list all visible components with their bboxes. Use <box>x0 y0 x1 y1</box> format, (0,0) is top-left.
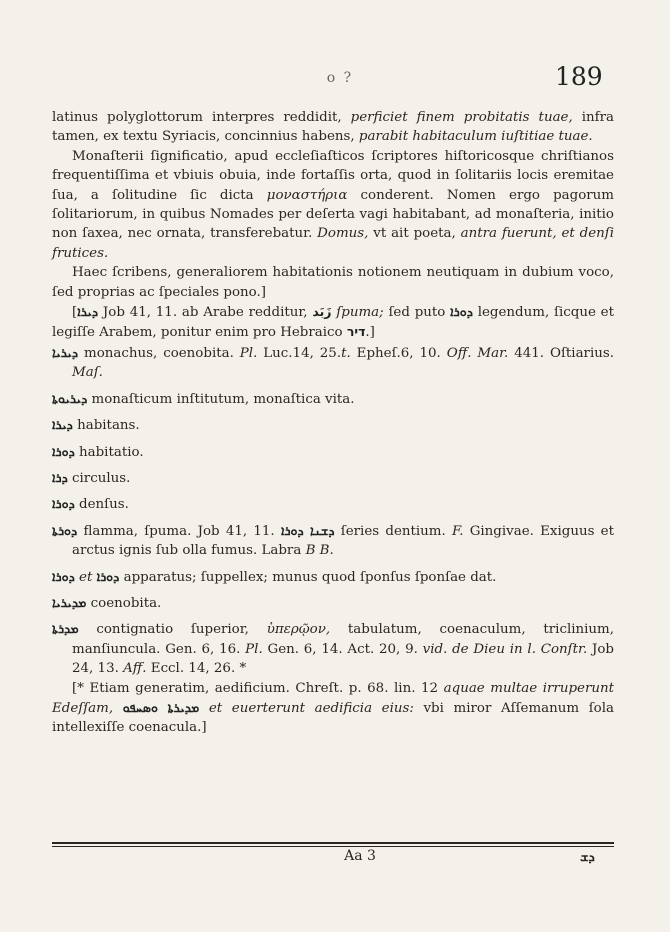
italic-text: ſpuma; <box>336 305 384 321</box>
catchword: ܕܫ <box>580 850 595 865</box>
syriac-word: ܘܣܚܦܘ <box>122 699 159 715</box>
text: monachus, coenobita. <box>78 345 240 361</box>
text: Eccl. 14, 26. * <box>146 661 247 677</box>
greek-word: μοναστήρια <box>266 187 348 203</box>
lexicon-entry <box>52 415 614 435</box>
lexicon-entry <box>52 567 614 587</box>
footer-rule-thin <box>52 846 614 847</box>
text: circulus. <box>67 470 131 486</box>
italic-text: Domus, <box>317 226 369 242</box>
syriac-word: ܕܘܪܐ <box>450 304 473 320</box>
text <box>113 701 123 716</box>
text: infra tamen, ex textu Syriacis, concinnius habens, <box>52 110 614 145</box>
italic-text: B B. <box>305 543 334 559</box>
syriac-headword: ܕܝܪܝܘܬܐ <box>52 390 88 406</box>
italic-text: et euerterunt aedificia eius: <box>208 700 414 716</box>
text: Gen. 6, 14. Act. 20, 9. <box>262 641 423 657</box>
syriac-word: ܡܕܝܪܬܐ <box>167 699 200 715</box>
lexicon-entry <box>52 442 614 462</box>
lexicon-entry <box>52 619 614 678</box>
syriac-headword: ܕܝܪܐ <box>52 417 73 433</box>
italic-text: F. <box>451 523 464 539</box>
paragraph-continuation <box>52 108 614 147</box>
text: ſed puto <box>383 305 451 321</box>
italic-text: aquae multae irruperunt Edeſſam, <box>52 680 614 716</box>
syriac-headword: ܕܘܪܐ <box>52 496 75 512</box>
hebrew-word: דיר <box>346 324 366 340</box>
text: ſeries dentium. <box>334 523 452 539</box>
syriac-word: ܕܘܪܐ <box>96 568 120 584</box>
italic-text: t. <box>341 345 351 361</box>
italic-text: Aff. <box>123 661 147 677</box>
page-number: 189 <box>555 62 603 91</box>
syriac-word: ܕܝܪܐ <box>77 304 99 320</box>
text: vbi miror Aſſemanum ſola intellexiſſe coenacula.] <box>52 700 614 736</box>
italic-text: antra fuerunt, et denſi frutices. <box>52 226 614 261</box>
text: habitatio. <box>74 444 144 460</box>
greek-word: ὑπερῷον, <box>266 622 331 638</box>
lexicon-entry <box>52 521 614 561</box>
text: Gingivae. Exiguus et arctus ignis ſub olla fumus. Labra <box>72 523 614 559</box>
lexicon-entry <box>52 468 614 488</box>
text: latinus polyglottorum interpres reddidit, <box>52 110 351 125</box>
syriac-headword: ܕܘܪܐ <box>52 443 75 459</box>
italic-text: Pl. <box>239 345 258 361</box>
syriac-headword: ܕܘܪܐ <box>52 568 75 584</box>
text <box>158 701 168 716</box>
lexicon-entry <box>52 389 614 409</box>
text: 441. Oſtiarius. <box>508 345 614 361</box>
text: Luc.14, 25. <box>257 345 342 361</box>
text: denſus. <box>74 497 129 513</box>
text: conderent. Nomen ergo pagorum ſolitariorum, in quibus Nomades per deſerta vagi habitabant, ad monaſteria, initio non ſaxea, nec ornata, transferebatur. <box>52 187 614 242</box>
syriac-headword: ܕܘܪܬܐ <box>52 522 78 538</box>
text: Job 41, 11. ab Arabe redditur, <box>98 305 313 321</box>
text: .] <box>365 325 375 341</box>
text: flamma, ſpuma. Job 41, 11. <box>77 523 281 539</box>
text: monaſticum inſtitutum, monaſtica vita. <box>87 391 355 407</box>
text: [ <box>72 305 78 321</box>
lexicon-entry <box>52 343 614 383</box>
italic-text: Pl. <box>245 641 263 657</box>
paragraph-monasterii <box>52 147 614 263</box>
syriac-headword: ܡܕܪܬܐ <box>52 621 79 637</box>
lexicon-entry <box>52 494 614 514</box>
paragraph-footnote <box>52 679 614 738</box>
text: Job 24, 13. <box>72 641 615 677</box>
italic-text: vid. de Dieu in l. Conſtr. <box>422 641 588 657</box>
italic-text: et <box>79 569 93 585</box>
italic-text: Maſ. <box>72 365 103 381</box>
text: habitans. <box>72 418 140 434</box>
text: Monaſterii ſignificatio, apud eccleſiaſticos ſcriptores hiſtoricosque chriſtianos frequentiſſima et vbiuis obuia, inde fortaſſis orta, quod in ſolitariis locis eremitae ſua, a ſolitudine ſic dicta <box>52 148 614 203</box>
paragraph-haec: Haec ſcribens, generaliorem habitationis notionem neutiquam in dubium voco, ſed proprias ac ſpeciales pono.] <box>52 265 614 300</box>
header-ornament: o ? <box>326 70 354 86</box>
footer-rule <box>52 842 614 844</box>
text: coenobita. <box>86 595 162 611</box>
signature-mark: Aa 3 <box>344 848 376 864</box>
text: tabulatum, coenaculum, triclinium, manſiuncula. Gen. 6, 16. <box>72 622 614 657</box>
italic-text: perficiet finem probitatis tuae, <box>350 110 573 125</box>
paragraph-job <box>52 302 614 343</box>
text: Epheſ.6, 10. <box>350 345 447 361</box>
syriac-phrase: ܕܫܢܐ ܕܘܪܐ <box>280 522 335 538</box>
italic-text: Off. Mar. <box>446 345 509 361</box>
page-body <box>52 108 614 738</box>
syriac-headword: ܕܝܪܝܐ <box>52 344 79 360</box>
syriac-headword: ܕܪܐ <box>52 469 68 485</box>
text: legendum, ſicque et legiſſe Arabem, ponitur enim pro Hebraico <box>52 305 614 341</box>
italic-text: parabit habitaculum iuſtitiae tuae. <box>358 129 593 145</box>
text: apparatus; ſuppellex; munus quod ſponſus ſponſae dat. <box>119 569 497 585</box>
text: vt ait poeta, <box>368 226 461 242</box>
syriac-headword: ܡܕܝܪܝܐ <box>52 594 87 610</box>
text: contignatio ſuperior, <box>78 622 267 638</box>
arabic-word: زَبَد <box>312 304 332 320</box>
lexicon-entry <box>52 593 614 613</box>
text <box>199 701 209 716</box>
text: [* Etiam generatim, aedificium. Chreſt. p. 68. lin. 12 <box>72 680 444 696</box>
